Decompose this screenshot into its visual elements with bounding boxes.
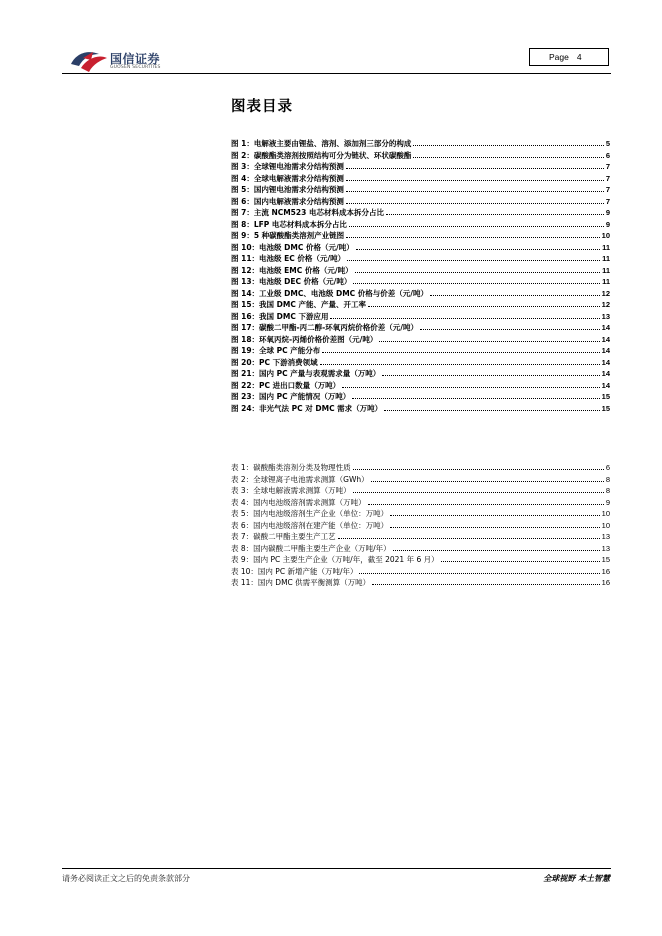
dot-leader: [413, 156, 603, 158]
figure-entry-label: 图 5：国内锂电池需求分结构预测: [231, 185, 344, 194]
figure-entry-page: 14: [601, 346, 610, 355]
table-entry-page: 16: [601, 578, 610, 587]
dot-leader: [393, 549, 600, 551]
table-entry-label: 表 5：国内电池级溶剂生产企业（单位：万吨）: [231, 509, 389, 518]
table-entry-label: 表 2：全球锂离子电池需求测算（GWh）: [231, 474, 369, 484]
table-entry-page: 6: [605, 463, 610, 472]
figure-entry-page: 6: [605, 150, 610, 160]
table-entry[interactable]: [231, 577, 610, 589]
dot-leader: [430, 294, 600, 296]
figure-entry-label: 图 16：我国 DMC 下游应用: [231, 311, 329, 321]
figure-entry-page: 11: [602, 242, 610, 252]
figure-entry[interactable]: [231, 173, 610, 185]
dot-leader: [338, 537, 600, 539]
figure-entry-page: 14: [601, 357, 610, 367]
table-entry[interactable]: [231, 485, 610, 497]
figure-entry[interactable]: [231, 138, 610, 150]
figure-entry-label: 图 2：碳酸酯类溶剂按照结构可分为链状、环状碳酸酯: [231, 150, 412, 160]
figure-entry-page: 7: [605, 162, 610, 171]
dot-leader: [379, 340, 599, 342]
figure-entry-label: 图 1：电解液主要由锂盐、溶剂、添加剂三部分的构成: [231, 139, 412, 148]
figure-entry-label: 图 24：非光气法 PC 对 DMC 需求（万吨）: [231, 403, 383, 413]
figure-entry[interactable]: [231, 311, 610, 323]
figure-entry-page: 12: [601, 300, 610, 309]
dot-leader: [368, 305, 600, 307]
figure-entry-page: 5: [605, 139, 610, 148]
table-entry-page: 9: [605, 497, 610, 507]
dot-leader: [320, 363, 600, 365]
dot-leader: [352, 397, 599, 399]
dot-leader: [342, 386, 599, 388]
dot-leader: [413, 144, 603, 146]
dot-leader: [386, 213, 604, 215]
figure-entry[interactable]: [231, 357, 610, 369]
table-entry-label: 表 10：国内 PC 新增产能（万吨/年）: [231, 566, 358, 576]
figure-entry-page: 14: [601, 369, 610, 378]
figure-entry-page: 9: [605, 219, 610, 229]
table-entry[interactable]: [231, 554, 610, 566]
figure-entry-label: 图 13：电池级 DEC 价格（元/吨）: [231, 277, 352, 286]
table-entry[interactable]: [231, 462, 610, 474]
table-entry-page: 15: [601, 555, 610, 564]
table-entry-page: 10: [601, 520, 610, 530]
table-entry-page: 8: [605, 474, 610, 484]
figure-entry-page: 12: [601, 288, 610, 298]
figure-entry[interactable]: [231, 161, 610, 173]
table-entry-label: 表 6：国内电池级溶剂在建产能（单位：万吨）: [231, 520, 389, 530]
figure-entry-page: 11: [602, 254, 610, 263]
figure-entry[interactable]: [231, 334, 610, 346]
figure-entry-page: 11: [602, 277, 610, 286]
figure-entry[interactable]: [231, 368, 610, 380]
figure-entry-page: 15: [601, 403, 610, 413]
dot-leader: [347, 259, 600, 261]
table-entry-page: 16: [601, 566, 610, 576]
footer-disclaimer: 请务必阅读正文之后的免责条款部分: [62, 874, 190, 883]
dot-leader: [390, 514, 600, 516]
figure-entry[interactable]: [231, 196, 610, 208]
dot-leader: [353, 491, 604, 493]
table-entry-label: 表 4：国内电池级溶剂需求测算（万吨）: [231, 497, 366, 507]
table-entry-page: 13: [601, 532, 610, 541]
figure-entry-label: 图 14：工业级 DMC、电池级 DMC 价格与价差（元/吨）: [231, 288, 429, 298]
table-entry[interactable]: [231, 508, 610, 520]
figure-list: [231, 138, 610, 414]
table-entry[interactable]: [231, 566, 610, 578]
figure-entry-label: 图 8：LFP 电芯材料成本拆分占比: [231, 219, 347, 229]
dot-leader: [359, 572, 599, 574]
table-entry-label: 表 11：国内 DMC 供需平衡测算（万吨）: [231, 578, 371, 587]
figure-entry[interactable]: [231, 184, 610, 196]
figure-entry[interactable]: [231, 345, 610, 357]
dot-leader: [349, 225, 604, 227]
figure-entry-label: 图 20：PC 下游消费领域: [231, 357, 318, 367]
logo-english-text: GUOSEN SECURITIES: [110, 65, 161, 70]
figure-entry-label: 图 17：碳酸二甲酯-丙二醇-环氧丙烷价格价差（元/吨）: [231, 323, 419, 332]
dot-leader: [346, 236, 599, 238]
figure-entry-label: 图 6：国内电解液需求分结构预测: [231, 196, 344, 206]
figure-entry-page: 7: [605, 196, 610, 206]
figure-entry-label: 图 10：电池级 DMC 价格（元/吨）: [231, 242, 354, 252]
figure-entry-label: 图 22：PC 进出口数量（万吨）: [231, 380, 341, 390]
figure-entry[interactable]: [231, 322, 610, 334]
figure-entry-label: 图 21：国内 PC 产量与表观需求量（万吨）: [231, 369, 381, 378]
figure-entry[interactable]: [231, 242, 610, 254]
header-divider: [62, 73, 611, 74]
figure-entry-page: 13: [601, 311, 610, 321]
figure-entry-page: 10: [601, 231, 610, 240]
logo-chinese-text: 国信证券: [110, 52, 161, 66]
table-entry[interactable]: [231, 520, 610, 532]
figure-entry-page: 15: [601, 392, 610, 401]
dot-leader: [346, 190, 604, 192]
figure-entry-label: 图 9：5 种碳酸酯类溶剂产业链图: [231, 231, 345, 240]
figure-entry[interactable]: [231, 288, 610, 300]
dot-leader: [372, 583, 599, 585]
figure-entry-label: 图 23：国内 PC 产能情况（万吨）: [231, 392, 351, 401]
dot-leader: [368, 503, 604, 505]
dot-leader: [346, 179, 604, 181]
figure-entry[interactable]: [231, 219, 610, 231]
figure-entry-label: 图 11：电池级 EC 价格（元/吨）: [231, 254, 346, 263]
figure-entry[interactable]: [231, 230, 610, 242]
footer-slogan: 全球视野 本土智慧: [543, 874, 610, 883]
dot-leader: [353, 468, 604, 470]
figure-entry[interactable]: [231, 380, 610, 392]
figure-entry-page: 11: [602, 265, 610, 275]
table-entry-page: 8: [605, 486, 610, 495]
figure-entry-label: 图 12：电池级 EMC 价格（元/吨）: [231, 265, 353, 275]
figure-entry-page: 14: [601, 323, 610, 332]
dot-leader: [382, 374, 599, 376]
figure-entry[interactable]: [231, 276, 610, 288]
table-entry-label: 表 8：国内碳酸二甲酯主要生产企业（万吨/年）: [231, 543, 391, 553]
dot-leader: [330, 317, 599, 319]
table-entry[interactable]: [231, 543, 610, 555]
figure-entry-page: 14: [601, 334, 610, 344]
figure-entry[interactable]: [231, 299, 610, 311]
dot-leader: [441, 560, 600, 562]
dot-leader: [353, 282, 600, 284]
guosen-logo: [69, 48, 169, 74]
table-entry[interactable]: [231, 531, 610, 543]
figure-entry-page: 7: [605, 173, 610, 183]
table-entry-label: 表 3：全球电解液需求测算（万吨）: [231, 486, 351, 495]
figure-entry[interactable]: [231, 403, 610, 415]
dot-leader: [346, 202, 604, 204]
guosen-logo-icon: [69, 48, 109, 74]
figure-entry-page: 7: [605, 185, 610, 194]
figure-entry-label: 图 18：环氧丙烷-丙烯价格价差图（元/吨）: [231, 334, 378, 344]
figure-entry[interactable]: [231, 253, 610, 265]
table-entry[interactable]: [231, 474, 610, 486]
figure-entry-label: 图 7：主流 NCM523 电芯材料成本拆分占比: [231, 208, 384, 217]
figure-entry[interactable]: [231, 207, 610, 219]
table-entry-label: 表 1：碳酸酯类溶剂分类及物理性质: [231, 463, 351, 472]
figure-entry[interactable]: [231, 391, 610, 403]
table-entry-page: 10: [601, 509, 610, 518]
page-title: 图表目录: [231, 99, 293, 115]
table-entry-label: 表 7：碳酸二甲酯主要生产工艺: [231, 532, 336, 541]
figure-entry-label: 图 4：全球电解液需求分结构预测: [231, 173, 344, 183]
dot-leader: [355, 271, 600, 273]
figure-entry-label: 图 15：我国 DMC 产能、产量、开工率: [231, 300, 366, 309]
figure-entry[interactable]: [231, 265, 610, 277]
figure-entry-page: 9: [605, 208, 610, 217]
figure-entry[interactable]: [231, 150, 610, 162]
page-number: 4: [576, 52, 582, 62]
figure-entry-label: 图 19：全球 PC 产能分布: [231, 346, 321, 355]
figure-entry-page: 14: [601, 380, 610, 390]
dot-leader: [371, 480, 604, 482]
page-indicator: [529, 48, 609, 66]
dot-leader: [420, 328, 600, 330]
table-entry-label: 表 9：国内 PC 主要生产企业（万吨/年，截至 2021 年 6 月）: [231, 555, 439, 564]
dot-leader: [346, 167, 604, 169]
table-entry[interactable]: [231, 497, 610, 509]
dot-leader: [356, 248, 600, 250]
table-entry-page: 13: [601, 543, 610, 553]
dot-leader: [390, 526, 600, 528]
figure-entry-label: 图 3：全球锂电池需求分结构预测: [231, 162, 344, 171]
dot-leader: [322, 351, 599, 353]
footer-divider: [62, 868, 611, 869]
page-label: Page: [549, 52, 569, 62]
table-list: [231, 462, 610, 589]
dot-leader: [384, 409, 599, 411]
